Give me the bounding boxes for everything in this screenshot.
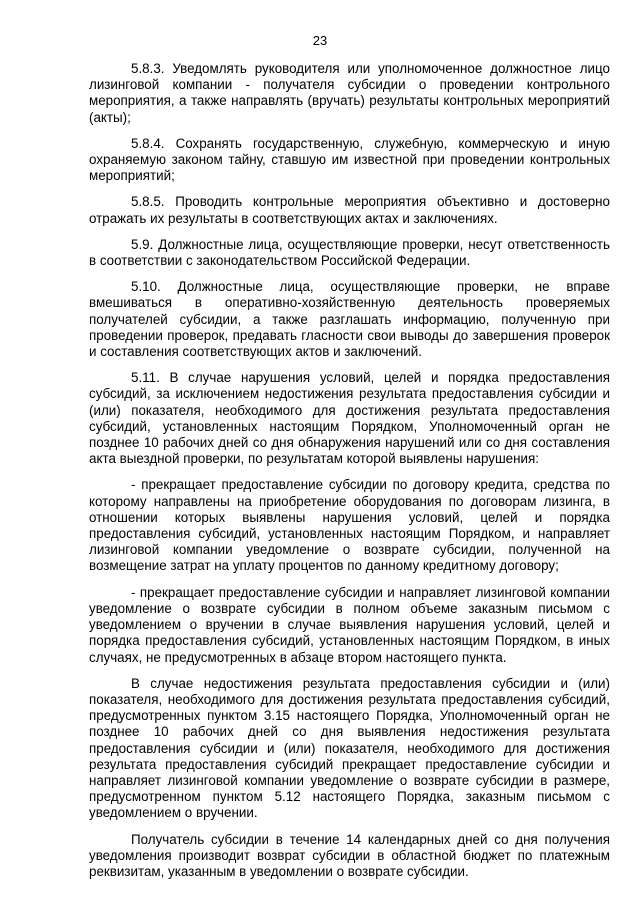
paragraph-5-9: 5.9. Должностные лица, осуществляющие проверки, несут ответственность в соответствии с законодательством Российской Федерации. [89, 236, 610, 269]
paragraph-5-8-5: 5.8.5. Проводить контрольные мероприятия объективно и достоверно отражать их результаты в соответствующих актах и заключениях. [89, 194, 610, 226]
paragraph-5-10: 5.10. Должностные лица, осуществляющие проверки, не вправе вмешиваться в оперативно-хозяйственную деятельность проверяемых получателей субсидии, а также разглашать информацию, полученную при проведении проверок, предавать гласности свои выводы до завершения проверок и составления соответствующих актов и заключений. [89, 279, 610, 360]
paragraph-refund-deadline: Получатель субсидии в течение 14 календарных дней со дня получения уведомления производит возврат субсидии в областной бюджет по платежным реквизитам, указанным в уведомлении о возврате субсидии. [89, 831, 610, 879]
paragraph-5-11: 5.11. В случае нарушения условий, целей и порядка предоставления субсидий, за исключением недостижения результата предоставления субсидии и (или) показателя, необходимого для достижения результата предоставления субсидий, установленных настоящим Порядком, Уполномоченный орган не позднее 10 рабочих дней со дня обнаружения нарушений или со дня составления акта выездной проверки, по результатам которой выявлены нарушения: [89, 370, 610, 467]
page-number: 23 [312, 33, 328, 48]
list-item-full-refund: - прекращает предоставление субсидии и направляет лизинговой компании уведомление о возврате субсидии в полном объеме заказным письмом с уведомлением о вручении в случае выявления нарушения условий, целей и порядка предоставления субсидий, установленных настоящим Порядком, в иных случаях, не предусмотренных в абзаце втором настоящего пункта. [89, 584, 610, 665]
list-item-credit-subsidy: - прекращает предоставление субсидии по договору кредита, средства по которому направлены на приобретение оборудования по договорам лизинга, в отношении которых выявлены нарушения условий, целей и порядка предоставления субсидий, установленных настоящим Порядком, и направляет лизинговой компании уведомление о возврате субсидии, полученной на возмещение затрат на уплату процентов по данному кредитному договору; [89, 477, 610, 574]
paragraph-result-not-achieved: В случае недостижения результата предоставления субсидии и (или) показателя, необходимого для достижения результата предоставления субсидий, предусмотренных пунктом 3.15 настоящего Порядка, Уполномоченный орган не позднее 10 рабочих дней со дня выявления недостижения результата предоставления субсидии и (или) показателя, необходимого для достижения результата предоставления субсидий прекращает предоставление субсидии и направляет лизинговой компании уведомление о возврате субсидии в размере, предусмотренном пунктом 5.12 настоящего Порядка, заказным письмом с уведомлением о вручении. [89, 675, 610, 821]
paragraph-5-8-4: 5.8.4. Сохранять государственную, служебную, коммерческую и иную охраняемую законом тайну, ставшую им известной при проведении контрольных мероприятий; [89, 135, 610, 184]
paragraph-5-8-3: 5.8.3. Уведомлять руководителя или уполномоченное должностное лицо лизинговой компании - получателя субсидии о проведении контрольного мероприятия, а также направлять (вручать) результаты контрольных мероприятий (акты); [89, 61, 610, 125]
document-body [89, 61, 610, 890]
